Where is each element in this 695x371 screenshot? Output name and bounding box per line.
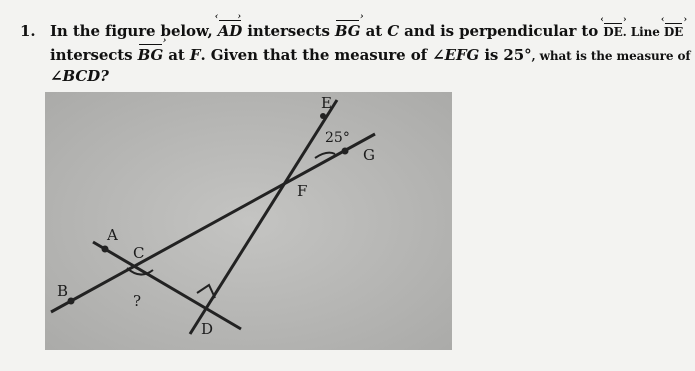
label-g: G <box>363 146 375 164</box>
line-ad-notation: AD ‹ › <box>218 22 242 40</box>
ray-bg-notation-2: BG › <box>138 46 164 64</box>
text-segment: In the figure below, <box>50 22 218 40</box>
point-a <box>102 246 109 253</box>
label-a: A <box>107 226 118 244</box>
text-segment: , what is the measure of <box>531 49 691 63</box>
text-segment: . Given that the measure of <box>200 46 433 64</box>
text-segment: at <box>163 46 190 64</box>
text-segment: intersects <box>50 46 138 64</box>
label-d: D <box>201 320 214 338</box>
angle-value-text: 25° <box>503 46 532 64</box>
point-e <box>320 113 326 119</box>
text-segment: . Line <box>622 25 664 39</box>
label-c: C <box>133 244 145 262</box>
angle-efg-text: ∠EFG <box>432 46 480 64</box>
text-segment: at <box>360 22 388 40</box>
label-e: E <box>321 94 332 112</box>
label-f: F <box>297 182 308 200</box>
question-line-3 <box>50 67 109 85</box>
point-c-text: C <box>387 22 400 40</box>
point-b <box>68 298 75 305</box>
point-g <box>342 148 349 155</box>
figure-drawing <box>45 92 452 350</box>
line-de-notation: DE ‹ › <box>603 25 622 39</box>
label-unknown-angle: ? <box>133 292 142 310</box>
point-f-text: F <box>189 46 201 64</box>
question-line-2 <box>50 46 690 64</box>
geometry-figure <box>45 92 452 350</box>
label-b: B <box>57 282 69 300</box>
text-segment: intersects <box>242 22 335 40</box>
line-de-notation-2: DE ‹ › <box>664 25 683 39</box>
text-segment: is <box>479 46 504 64</box>
question-line-1 <box>50 22 683 40</box>
figure-background <box>45 92 452 350</box>
label-angle-25: 25° <box>325 130 350 146</box>
ray-bg-notation: BG › <box>335 22 361 40</box>
question-text <box>0 0 691 100</box>
question-number: 1. <box>20 22 36 40</box>
text-segment: and is perpendicular to <box>399 22 604 40</box>
angle-bcd-question: ∠BCD? <box>50 67 109 85</box>
